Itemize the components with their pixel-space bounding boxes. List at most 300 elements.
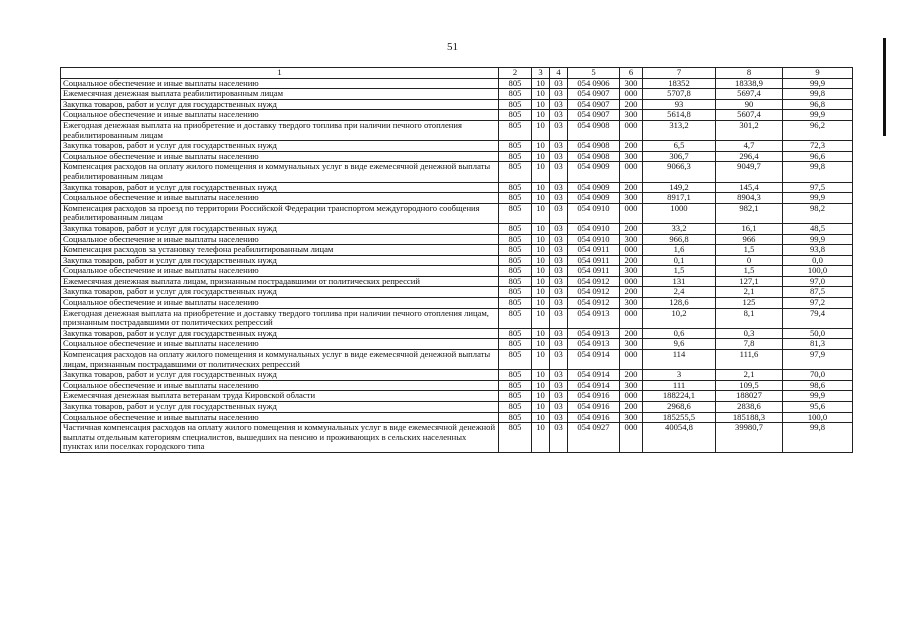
expense-type-code: 000 <box>620 308 643 328</box>
budget-code: 805 <box>499 223 532 234</box>
section-code: 10 <box>532 99 550 110</box>
planned-amount: 0,1 <box>643 255 716 266</box>
section-code: 10 <box>532 193 550 204</box>
planned-amount: 111 <box>643 380 716 391</box>
subsection-code: 03 <box>550 350 568 370</box>
actual-amount: 90 <box>716 99 783 110</box>
budget-code: 805 <box>499 298 532 309</box>
subsection-code: 03 <box>550 391 568 402</box>
actual-amount: 2,1 <box>716 370 783 381</box>
table-row <box>61 287 853 298</box>
actual-amount: 982,1 <box>716 203 783 223</box>
row-label: Закупка товаров, работ и услуг для государственных нужд <box>61 328 499 339</box>
expense-type-code: 000 <box>620 120 643 140</box>
planned-amount: 1000 <box>643 203 716 223</box>
section-code: 10 <box>532 380 550 391</box>
budget-code: 805 <box>499 234 532 245</box>
budget-table-container <box>60 67 852 453</box>
actual-amount: 5607,4 <box>716 110 783 121</box>
row-label: Компенсация расходов на оплату жилого помещения и коммунальных услуг в виде ежемесячной денежной выплаты лицам, признанным пострадавшими от политических репрессий <box>61 350 499 370</box>
execution-percent: 100,0 <box>783 266 853 277</box>
expense-type-code: 300 <box>620 380 643 391</box>
row-label: Социальное обеспечение и иные выплаты населению <box>61 151 499 162</box>
column-header-4: 4 <box>550 68 568 79</box>
planned-amount: 9066,3 <box>643 162 716 182</box>
expense-type-code: 300 <box>620 193 643 204</box>
execution-percent: 99,9 <box>783 110 853 121</box>
expense-type-code: 300 <box>620 78 643 89</box>
actual-amount: 5697,4 <box>716 89 783 100</box>
budget-code: 805 <box>499 328 532 339</box>
planned-amount: 18352 <box>643 78 716 89</box>
subsection-code: 03 <box>550 266 568 277</box>
target-item-code: 054 0911 <box>568 245 620 256</box>
actual-amount: 18338,9 <box>716 78 783 89</box>
target-item-code: 054 0912 <box>568 287 620 298</box>
row-label: Социальное обеспечение и иные выплаты населению <box>61 412 499 423</box>
target-item-code: 054 0909 <box>568 162 620 182</box>
subsection-code: 03 <box>550 412 568 423</box>
expense-type-code: 300 <box>620 110 643 121</box>
execution-percent: 96,8 <box>783 99 853 110</box>
execution-percent: 95,6 <box>783 402 853 413</box>
column-header-7: 7 <box>643 68 716 79</box>
expense-type-code: 300 <box>620 298 643 309</box>
target-item-code: 054 0927 <box>568 423 620 453</box>
subsection-code: 03 <box>550 245 568 256</box>
execution-percent: 96,6 <box>783 151 853 162</box>
section-code: 10 <box>532 223 550 234</box>
row-label: Ежемесячная денежная выплата реабилитированным лицам <box>61 89 499 100</box>
section-code: 10 <box>532 423 550 453</box>
row-label: Ежемесячная денежная выплата лицам, признанным пострадавшими от политических репрессий <box>61 276 499 287</box>
row-label: Социальное обеспечение и иные выплаты населению <box>61 78 499 89</box>
column-header-5: 5 <box>568 68 620 79</box>
target-item-code: 054 0907 <box>568 89 620 100</box>
planned-amount: 966,8 <box>643 234 716 245</box>
target-item-code: 054 0916 <box>568 402 620 413</box>
execution-percent: 98,2 <box>783 203 853 223</box>
budget-code: 805 <box>499 350 532 370</box>
section-code: 10 <box>532 339 550 350</box>
expense-type-code: 000 <box>620 276 643 287</box>
row-label: Закупка товаров, работ и услуг для государственных нужд <box>61 223 499 234</box>
planned-amount: 149,2 <box>643 182 716 193</box>
table-row <box>61 328 853 339</box>
actual-amount: 111,6 <box>716 350 783 370</box>
table-row <box>61 339 853 350</box>
budget-code: 805 <box>499 380 532 391</box>
row-label: Социальное обеспечение и иные выплаты населению <box>61 234 499 245</box>
section-code: 10 <box>532 412 550 423</box>
subsection-code: 03 <box>550 110 568 121</box>
budget-code: 805 <box>499 193 532 204</box>
target-item-code: 054 0910 <box>568 203 620 223</box>
section-code: 10 <box>532 162 550 182</box>
planned-amount: 93 <box>643 99 716 110</box>
actual-amount: 188027 <box>716 391 783 402</box>
budget-code: 805 <box>499 203 532 223</box>
subsection-code: 03 <box>550 276 568 287</box>
expense-type-code: 200 <box>620 370 643 381</box>
actual-amount: 1,5 <box>716 245 783 256</box>
planned-amount: 8917,1 <box>643 193 716 204</box>
table-row <box>61 203 853 223</box>
row-label: Закупка товаров, работ и услуг для государственных нужд <box>61 287 499 298</box>
column-header-1: 1 <box>61 68 499 79</box>
section-code: 10 <box>532 276 550 287</box>
section-code: 10 <box>532 120 550 140</box>
actual-amount: 145,4 <box>716 182 783 193</box>
planned-amount: 40054,8 <box>643 423 716 453</box>
budget-code: 805 <box>499 78 532 89</box>
planned-amount: 2,4 <box>643 287 716 298</box>
table-row <box>61 308 853 328</box>
planned-amount: 128,6 <box>643 298 716 309</box>
planned-amount: 5707,8 <box>643 89 716 100</box>
execution-percent: 99,8 <box>783 89 853 100</box>
expense-type-code: 000 <box>620 162 643 182</box>
section-code: 10 <box>532 266 550 277</box>
row-label: Социальное обеспечение и иные выплаты населению <box>61 193 499 204</box>
target-item-code: 054 0908 <box>568 120 620 140</box>
table-row <box>61 370 853 381</box>
target-item-code: 054 0910 <box>568 234 620 245</box>
table-row <box>61 391 853 402</box>
section-code: 10 <box>532 78 550 89</box>
execution-percent: 98,6 <box>783 380 853 391</box>
row-label: Социальное обеспечение и иные выплаты населению <box>61 380 499 391</box>
actual-amount: 39980,7 <box>716 423 783 453</box>
execution-percent: 48,5 <box>783 223 853 234</box>
subsection-code: 03 <box>550 255 568 266</box>
budget-code: 805 <box>499 255 532 266</box>
actual-amount: 0,3 <box>716 328 783 339</box>
table-row <box>61 78 853 89</box>
target-item-code: 054 0913 <box>568 328 620 339</box>
expense-type-code: 000 <box>620 203 643 223</box>
actual-amount: 0 <box>716 255 783 266</box>
execution-percent: 79,4 <box>783 308 853 328</box>
execution-percent: 99,9 <box>783 391 853 402</box>
expense-type-code: 000 <box>620 350 643 370</box>
budget-code: 805 <box>499 162 532 182</box>
page-edge-bar <box>883 38 886 136</box>
actual-amount: 1,5 <box>716 266 783 277</box>
row-label: Социальное обеспечение и иные выплаты населению <box>61 266 499 277</box>
actual-amount: 4,7 <box>716 141 783 152</box>
budget-code: 805 <box>499 287 532 298</box>
table-row <box>61 298 853 309</box>
actual-amount: 2838,6 <box>716 402 783 413</box>
planned-amount: 10,2 <box>643 308 716 328</box>
subsection-code: 03 <box>550 339 568 350</box>
subsection-code: 03 <box>550 308 568 328</box>
budget-code: 805 <box>499 423 532 453</box>
section-code: 10 <box>532 234 550 245</box>
section-code: 10 <box>532 308 550 328</box>
target-item-code: 054 0914 <box>568 350 620 370</box>
planned-amount: 185255,5 <box>643 412 716 423</box>
subsection-code: 03 <box>550 380 568 391</box>
budget-code: 805 <box>499 391 532 402</box>
actual-amount: 8904,3 <box>716 193 783 204</box>
target-item-code: 054 0913 <box>568 339 620 350</box>
table-row <box>61 245 853 256</box>
expense-type-code: 000 <box>620 245 643 256</box>
expense-type-code: 000 <box>620 391 643 402</box>
subsection-code: 03 <box>550 99 568 110</box>
column-header-3: 3 <box>532 68 550 79</box>
execution-percent: 50,0 <box>783 328 853 339</box>
table-row <box>61 151 853 162</box>
expense-type-code: 200 <box>620 223 643 234</box>
row-label: Закупка товаров, работ и услуг для государственных нужд <box>61 182 499 193</box>
target-item-code: 054 0916 <box>568 391 620 402</box>
row-label: Социальное обеспечение и иные выплаты населению <box>61 110 499 121</box>
table-row <box>61 120 853 140</box>
subsection-code: 03 <box>550 78 568 89</box>
table-header-row <box>61 68 853 79</box>
execution-percent: 97,5 <box>783 182 853 193</box>
planned-amount: 306,7 <box>643 151 716 162</box>
execution-percent: 70,0 <box>783 370 853 381</box>
target-item-code: 054 0914 <box>568 370 620 381</box>
subsection-code: 03 <box>550 193 568 204</box>
planned-amount: 33,2 <box>643 223 716 234</box>
table-row <box>61 99 853 110</box>
planned-amount: 1,5 <box>643 266 716 277</box>
budget-code: 805 <box>499 245 532 256</box>
budget-code: 805 <box>499 308 532 328</box>
actual-amount: 8,1 <box>716 308 783 328</box>
planned-amount: 313,2 <box>643 120 716 140</box>
expense-type-code: 300 <box>620 151 643 162</box>
subsection-code: 03 <box>550 223 568 234</box>
section-code: 10 <box>532 141 550 152</box>
expense-type-code: 200 <box>620 287 643 298</box>
row-label: Ежегодная денежная выплата на приобретение и доставку твердого топлива при наличии печного отопления реабилитированным лицам <box>61 120 499 140</box>
subsection-code: 03 <box>550 151 568 162</box>
planned-amount: 5614,8 <box>643 110 716 121</box>
actual-amount: 9049,7 <box>716 162 783 182</box>
target-item-code: 054 0911 <box>568 255 620 266</box>
expense-type-code: 200 <box>620 402 643 413</box>
subsection-code: 03 <box>550 402 568 413</box>
execution-percent: 93,8 <box>783 245 853 256</box>
row-label: Закупка товаров, работ и услуг для государственных нужд <box>61 141 499 152</box>
row-label: Ежемесячная денежная выплата ветеранам труда Кировской области <box>61 391 499 402</box>
table-row <box>61 141 853 152</box>
row-label: Закупка товаров, работ и услуг для государственных нужд <box>61 255 499 266</box>
budget-code: 805 <box>499 266 532 277</box>
actual-amount: 16,1 <box>716 223 783 234</box>
actual-amount: 966 <box>716 234 783 245</box>
target-item-code: 054 0906 <box>568 78 620 89</box>
column-header-8: 8 <box>716 68 783 79</box>
table-row <box>61 110 853 121</box>
execution-percent: 81,3 <box>783 339 853 350</box>
row-label: Частичная компенсация расходов на оплату жилого помещения и коммунальных услуг в виде ежемесячной денежной выплаты отдельным категориям специалистов, вышедших на пенсию и проживающих в сельских населенных пунктах или поселках городского типа <box>61 423 499 453</box>
section-code: 10 <box>532 391 550 402</box>
execution-percent: 97,2 <box>783 298 853 309</box>
planned-amount: 131 <box>643 276 716 287</box>
target-item-code: 054 0914 <box>568 380 620 391</box>
subsection-code: 03 <box>550 370 568 381</box>
execution-percent: 99,9 <box>783 193 853 204</box>
subsection-code: 03 <box>550 182 568 193</box>
section-code: 10 <box>532 151 550 162</box>
section-code: 10 <box>532 287 550 298</box>
budget-code: 805 <box>499 339 532 350</box>
column-header-9: 9 <box>783 68 853 79</box>
subsection-code: 03 <box>550 234 568 245</box>
expense-type-code: 200 <box>620 328 643 339</box>
expense-type-code: 200 <box>620 141 643 152</box>
section-code: 10 <box>532 328 550 339</box>
target-item-code: 054 0909 <box>568 193 620 204</box>
actual-amount: 109,5 <box>716 380 783 391</box>
target-item-code: 054 0907 <box>568 99 620 110</box>
expense-type-code: 300 <box>620 266 643 277</box>
subsection-code: 03 <box>550 203 568 223</box>
budget-code: 805 <box>499 276 532 287</box>
execution-percent: 97,0 <box>783 276 853 287</box>
execution-percent: 97,9 <box>783 350 853 370</box>
row-label: Компенсация расходов за установку телефона реабилитированным лицам <box>61 245 499 256</box>
expense-type-code: 000 <box>620 89 643 100</box>
target-item-code: 054 0911 <box>568 266 620 277</box>
table-row <box>61 350 853 370</box>
section-code: 10 <box>532 89 550 100</box>
table-row <box>61 423 853 453</box>
section-code: 10 <box>532 182 550 193</box>
execution-percent: 72,3 <box>783 141 853 152</box>
target-item-code: 054 0908 <box>568 141 620 152</box>
budget-code: 805 <box>499 99 532 110</box>
execution-percent: 96,2 <box>783 120 853 140</box>
actual-amount: 185188,3 <box>716 412 783 423</box>
table-row <box>61 234 853 245</box>
execution-percent: 99,9 <box>783 78 853 89</box>
planned-amount: 2968,6 <box>643 402 716 413</box>
execution-percent: 100,0 <box>783 412 853 423</box>
target-item-code: 054 0912 <box>568 298 620 309</box>
budget-code: 805 <box>499 110 532 121</box>
subsection-code: 03 <box>550 328 568 339</box>
table-row <box>61 276 853 287</box>
row-label: Компенсация расходов на оплату жилого помещения и коммунальных услуг в виде ежемесячной денежной выплаты реабилитированным лицам <box>61 162 499 182</box>
table-row <box>61 223 853 234</box>
row-label: Социальное обеспечение и иные выплаты населению <box>61 339 499 350</box>
actual-amount: 301,2 <box>716 120 783 140</box>
target-item-code: 054 0908 <box>568 151 620 162</box>
actual-amount: 2,1 <box>716 287 783 298</box>
target-item-code: 054 0916 <box>568 412 620 423</box>
budget-table <box>60 67 853 453</box>
planned-amount: 114 <box>643 350 716 370</box>
expense-type-code: 200 <box>620 255 643 266</box>
section-code: 10 <box>532 110 550 121</box>
budget-code: 805 <box>499 120 532 140</box>
actual-amount: 127,1 <box>716 276 783 287</box>
column-header-6: 6 <box>620 68 643 79</box>
budget-code: 805 <box>499 182 532 193</box>
planned-amount: 1,6 <box>643 245 716 256</box>
execution-percent: 87,5 <box>783 287 853 298</box>
subsection-code: 03 <box>550 141 568 152</box>
table-row <box>61 193 853 204</box>
planned-amount: 3 <box>643 370 716 381</box>
planned-amount: 0,6 <box>643 328 716 339</box>
execution-percent: 99,9 <box>783 234 853 245</box>
target-item-code: 054 0912 <box>568 276 620 287</box>
planned-amount: 188224,1 <box>643 391 716 402</box>
row-label: Закупка товаров, работ и услуг для государственных нужд <box>61 99 499 110</box>
budget-code: 805 <box>499 412 532 423</box>
expense-type-code: 300 <box>620 412 643 423</box>
budget-code: 805 <box>499 151 532 162</box>
expense-type-code: 200 <box>620 182 643 193</box>
execution-percent: 99,8 <box>783 162 853 182</box>
row-label: Социальное обеспечение и иные выплаты населению <box>61 298 499 309</box>
target-item-code: 054 0913 <box>568 308 620 328</box>
table-row <box>61 182 853 193</box>
table-row <box>61 162 853 182</box>
actual-amount: 296,4 <box>716 151 783 162</box>
budget-code: 805 <box>499 141 532 152</box>
actual-amount: 7,8 <box>716 339 783 350</box>
expense-type-code: 000 <box>620 423 643 453</box>
expense-type-code: 300 <box>620 339 643 350</box>
subsection-code: 03 <box>550 423 568 453</box>
table-row <box>61 412 853 423</box>
target-item-code: 054 0910 <box>568 223 620 234</box>
section-code: 10 <box>532 245 550 256</box>
row-label: Ежегодная денежная выплата на приобретение и доставку твердого топлива при наличии печного отопления лицам, признанным пострадавшими от политических репрессий <box>61 308 499 328</box>
row-label: Компенсация расходов за проезд по территории Российской Федерации транспортом междугородного сообщения реабилитированным лицам <box>61 203 499 223</box>
expense-type-code: 200 <box>620 99 643 110</box>
execution-percent: 0,0 <box>783 255 853 266</box>
table-row <box>61 380 853 391</box>
subsection-code: 03 <box>550 89 568 100</box>
table-row <box>61 266 853 277</box>
target-item-code: 054 0909 <box>568 182 620 193</box>
budget-code: 805 <box>499 89 532 100</box>
row-label: Закупка товаров, работ и услуг для государственных нужд <box>61 370 499 381</box>
section-code: 10 <box>532 370 550 381</box>
expense-type-code: 300 <box>620 234 643 245</box>
table-row <box>61 89 853 100</box>
column-header-2: 2 <box>499 68 532 79</box>
execution-percent: 99,8 <box>783 423 853 453</box>
subsection-code: 03 <box>550 287 568 298</box>
actual-amount: 125 <box>716 298 783 309</box>
target-item-code: 054 0907 <box>568 110 620 121</box>
subsection-code: 03 <box>550 162 568 182</box>
section-code: 10 <box>532 402 550 413</box>
table-row <box>61 255 853 266</box>
section-code: 10 <box>532 203 550 223</box>
subsection-code: 03 <box>550 120 568 140</box>
subsection-code: 03 <box>550 298 568 309</box>
section-code: 10 <box>532 350 550 370</box>
table-body <box>61 78 853 452</box>
planned-amount: 6,5 <box>643 141 716 152</box>
page-number: 51 <box>447 41 458 53</box>
section-code: 10 <box>532 298 550 309</box>
budget-code: 805 <box>499 370 532 381</box>
